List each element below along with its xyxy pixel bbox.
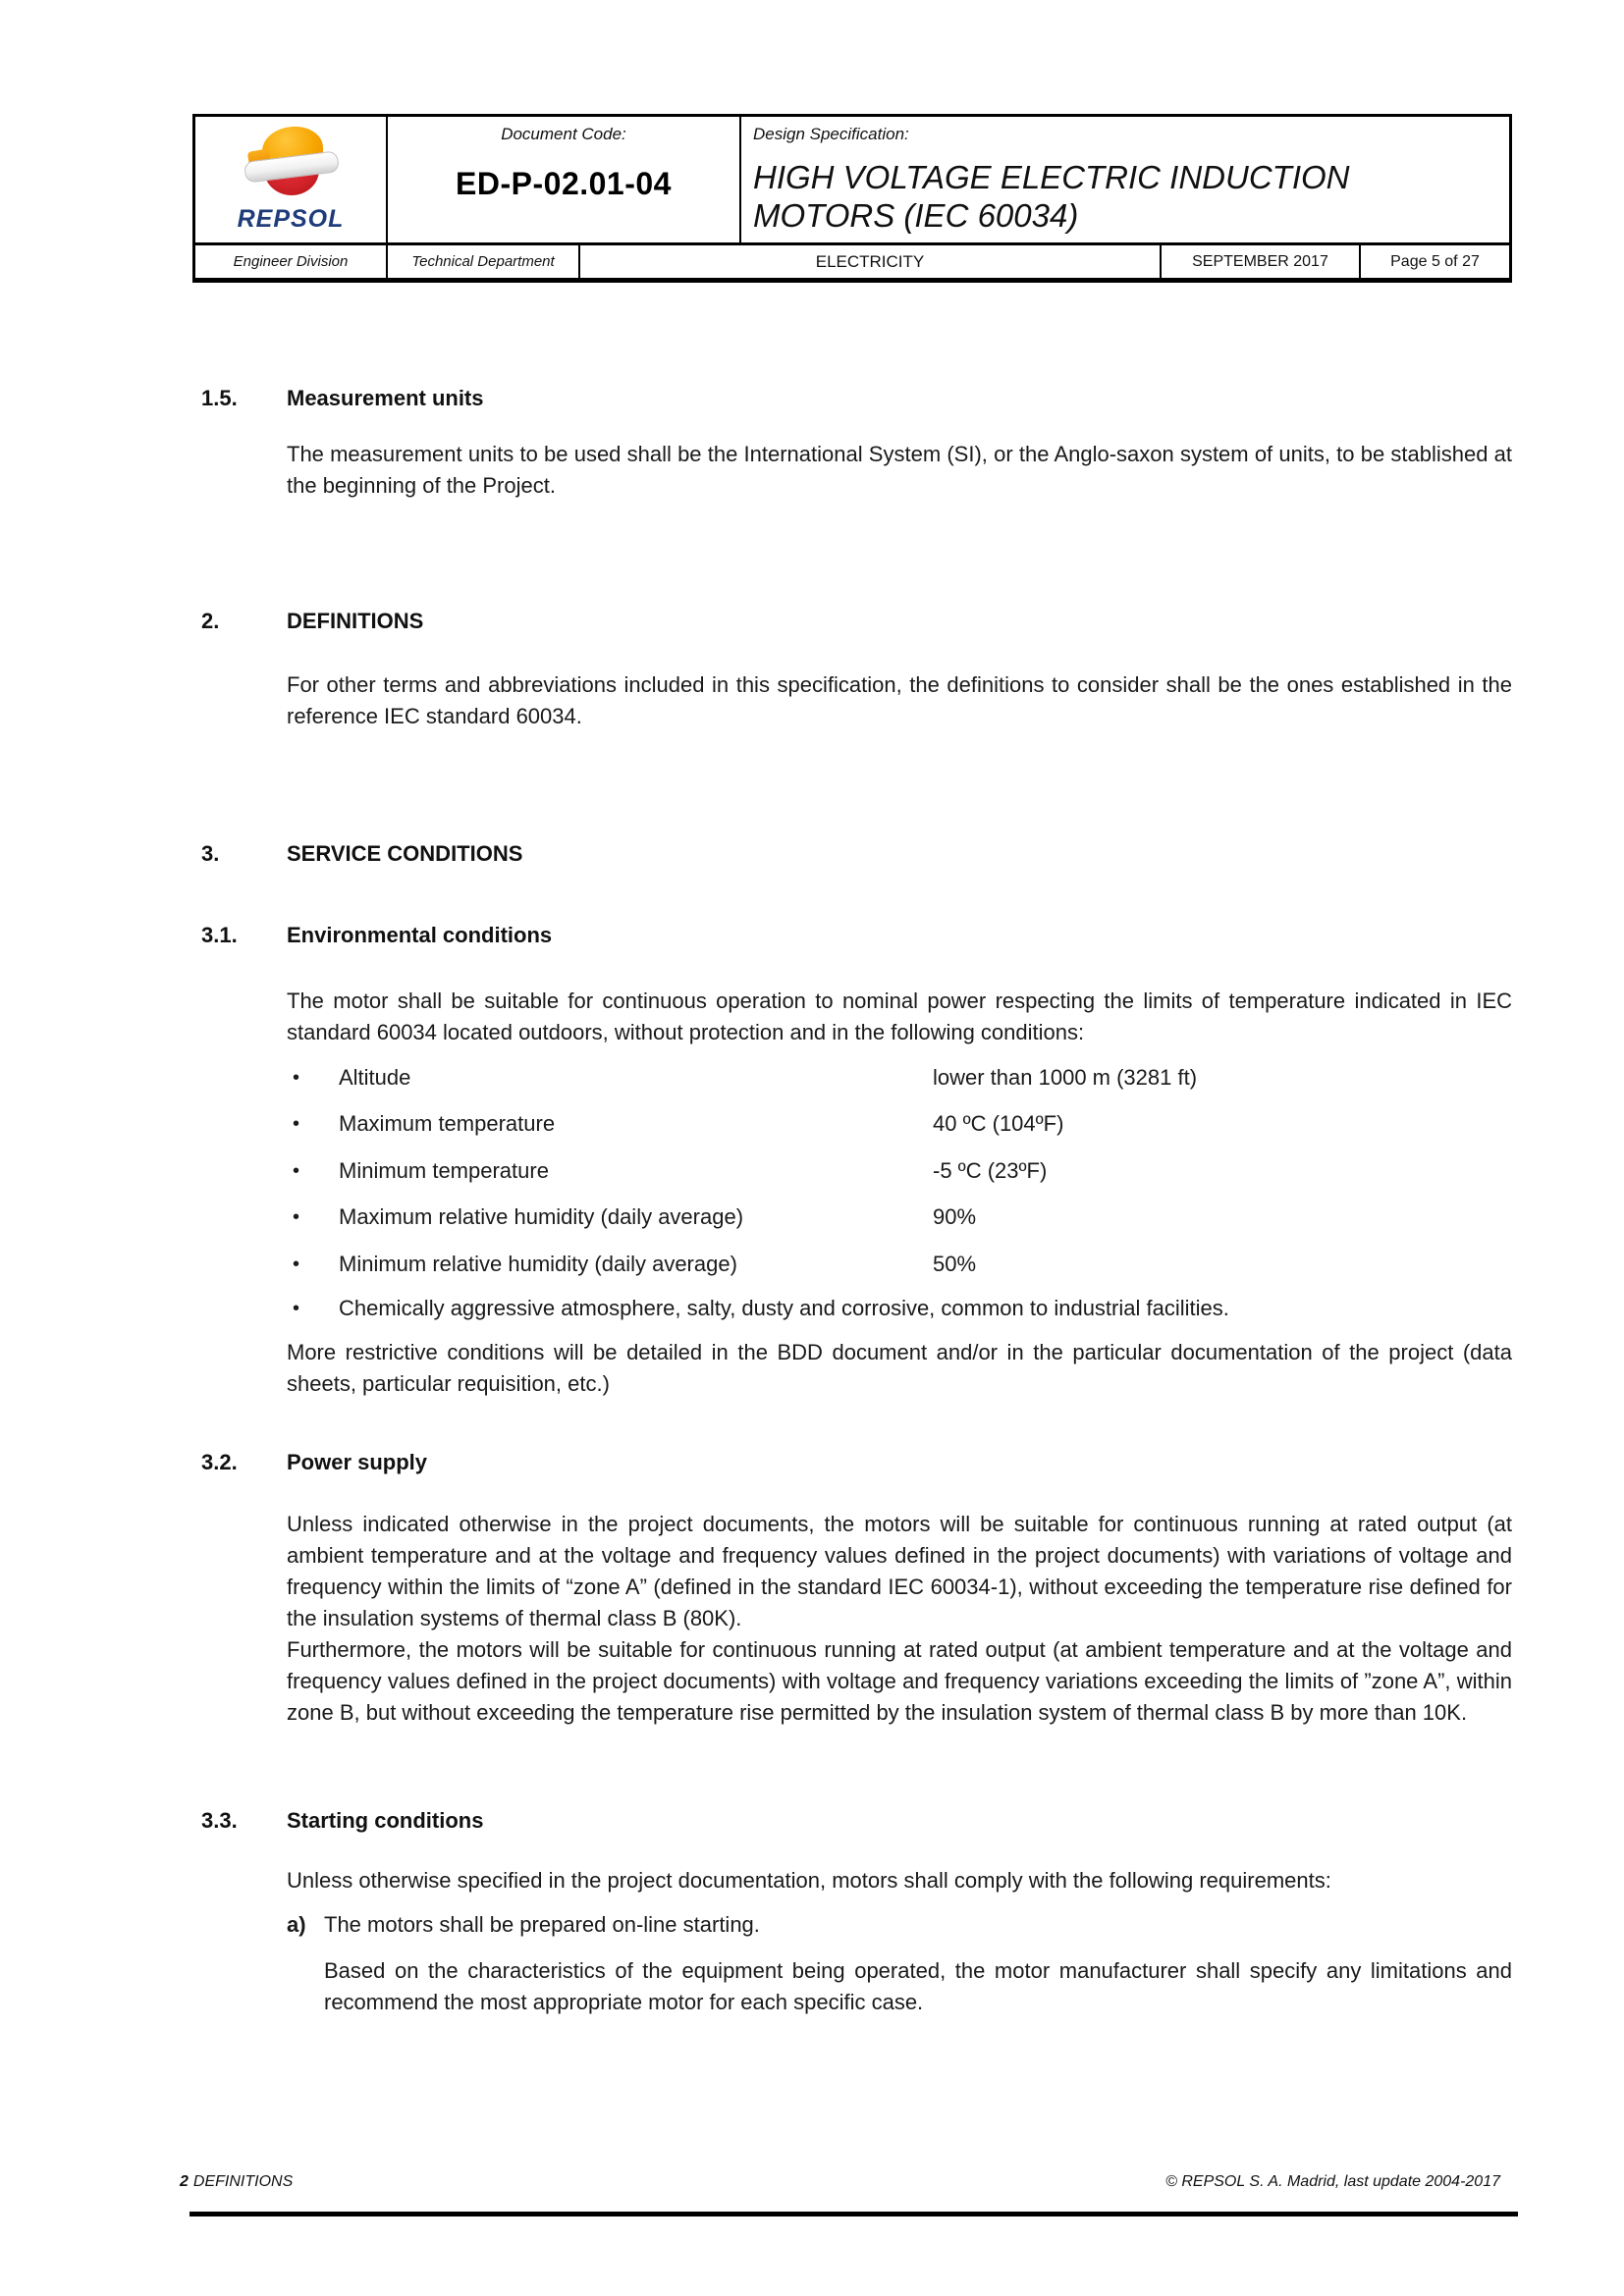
- document-code-value: ED-P-02.01-04: [456, 166, 672, 201]
- paragraph-measurement-units: The measurement units to be used shall be the International System (SI), or the Anglo-saxon system of units, to be stablished at the beginning of the Project.: [287, 442, 1512, 498]
- section-heading-power-supply: [201, 1447, 1512, 1478]
- section-heading-measurement-units: [201, 383, 1512, 414]
- bullet-value: 40 ºC (104ºF): [933, 1111, 1064, 1136]
- bullet-value: 50%: [933, 1252, 977, 1276]
- section-number: 1.5.: [201, 386, 238, 410]
- bullet-label: Altitude: [339, 1065, 411, 1090]
- section-number: 2.: [201, 609, 220, 633]
- bullet-item: [287, 1249, 1512, 1280]
- footer-section-reference: [180, 2173, 293, 2191]
- document-code-cell: [388, 117, 741, 242]
- document-code-label: Document Code:: [501, 125, 626, 143]
- bullet-label: Minimum temperature: [339, 1158, 549, 1183]
- page-indicator-cell: Page 5 of 27: [1390, 252, 1480, 270]
- paragraph-environmental-closing: More restrictive conditions will be detailed in the BDD document and/or in the particular documentation of the project (data sheets, particular requisition, etc.): [287, 1340, 1512, 1396]
- paragraph-item-a-detail: Based on the characteristics of the equipment being operated, the motor manufacturer shall specify any limitations and recommend the most appropriate motor for each specific case.: [324, 1958, 1512, 2014]
- bullet-item: [287, 1293, 1512, 1324]
- bullet-icon: •: [293, 1298, 300, 1319]
- design-spec-label: Design Specification:: [753, 125, 909, 143]
- bullet-icon: •: [293, 1160, 300, 1182]
- footer-copyright: © REPSOL S. A. Madrid, last update 2004-2017: [1165, 2173, 1500, 2190]
- header-row-bottom: [195, 245, 1509, 278]
- bullet-item: [287, 1155, 1512, 1187]
- engineer-division-cell: Engineer Division: [195, 245, 388, 278]
- section-title: Environmental conditions: [287, 923, 553, 947]
- section-heading-service-conditions: [201, 838, 1512, 870]
- list-item-a: [287, 1909, 1512, 1941]
- footer-rule: [189, 2212, 1518, 2216]
- section-title: SERVICE CONDITIONS: [287, 841, 523, 866]
- design-spec-title-line2: MOTORS (IEC 60034): [753, 197, 1079, 234]
- logo-cell: [195, 117, 388, 242]
- section-title: Power supply: [287, 1450, 428, 1474]
- section-heading-definitions: [201, 606, 1512, 637]
- section-number: 3.3.: [201, 1808, 238, 1833]
- bullet-icon: •: [293, 1254, 300, 1275]
- section-title: Starting conditions: [287, 1808, 484, 1833]
- bullet-icon: •: [293, 1113, 300, 1135]
- repsol-logo-icon: [246, 127, 335, 201]
- section-number: 3.2.: [201, 1450, 238, 1474]
- paragraph-definitions: For other terms and abbreviations included in this specification, the definitions to consider shall be the ones established in the reference IEC standard 60034.: [287, 672, 1512, 728]
- bullet-icon: •: [293, 1067, 300, 1089]
- list-item-a-label: a): [287, 1912, 306, 1937]
- section-number: 3.: [201, 841, 220, 866]
- paragraph-power-supply-2: Furthermore, the motors will be suitable for continuous running at rated output (at ambient temperature and at the voltage and frequency values defined in the project documents) with voltage and frequency variations exceeding the limits of ”zone A”, within zone B, but without exceeding the temperature rise permitted by the insulation system of thermal class B by more than 10K.: [287, 1637, 1512, 1725]
- bullet-value: -5 ºC (23ºF): [933, 1158, 1048, 1183]
- design-spec-title-line1: HIGH VOLTAGE ELECTRIC INDUCTION: [753, 159, 1350, 195]
- bullet-item: [287, 1108, 1512, 1140]
- bullet-label: Maximum temperature: [339, 1111, 556, 1136]
- section-title: DEFINITIONS: [287, 609, 424, 633]
- bullet-item: [287, 1201, 1512, 1233]
- bullet-label: Maximum relative humidity (daily average): [339, 1204, 744, 1229]
- section-heading-starting-conditions: [201, 1805, 1512, 1837]
- bullet-value: lower than 1000 m (3281 ft): [933, 1065, 1198, 1090]
- header-table: [192, 114, 1512, 283]
- section-title: Measurement units: [287, 386, 484, 410]
- issue-date-cell: SEPTEMBER 2017: [1162, 245, 1361, 278]
- bullet-label: Minimum relative humidity (daily average): [339, 1252, 737, 1276]
- discipline-cell: ELECTRICITY: [580, 245, 1162, 278]
- list-item-a-text: The motors shall be prepared on-line starting.: [324, 1912, 760, 1937]
- design-spec-title: [753, 158, 1499, 235]
- paragraph-environmental-intro: The motor shall be suitable for continuous operation to nominal power respecting the limits of temperature indicated in IEC standard 60034 located outdoors, without protection and in the following conditions:: [287, 988, 1512, 1044]
- header-row-top: [195, 117, 1509, 245]
- paragraph-starting-intro: Unless otherwise specified in the project documentation, motors shall comply with the following requirements:: [287, 1868, 1331, 1893]
- logo-wordmark: REPSOL: [237, 204, 345, 233]
- bullet-item: [287, 1062, 1512, 1094]
- bullet-value: 90%: [933, 1204, 977, 1229]
- footer-section-number: 2: [180, 2173, 189, 2190]
- paragraph-power-supply-1: Unless indicated otherwise in the project documents, the motors will be suitable for continuous running at rated output (at ambient temperature and at the voltage and frequency values defined in the project documents) with variations of voltage and frequency within the limits of “zone A” (defined in the standard IEC 60034-1), without exceeding the temperature rise defined for the insulation systems of thermal class B (80K).: [287, 1512, 1512, 1630]
- section-heading-environmental: [201, 920, 1512, 951]
- bullet-icon: •: [293, 1206, 300, 1228]
- bullet-label: Chemically aggressive atmosphere, salty, dusty and corrosive, common to industrial facilities.: [339, 1296, 1229, 1320]
- section-number: 3.1.: [201, 923, 238, 947]
- footer-section-label: DEFINITIONS: [192, 2173, 294, 2190]
- technical-department-cell: Technical Department: [388, 245, 580, 278]
- design-spec-cell: [741, 117, 1509, 242]
